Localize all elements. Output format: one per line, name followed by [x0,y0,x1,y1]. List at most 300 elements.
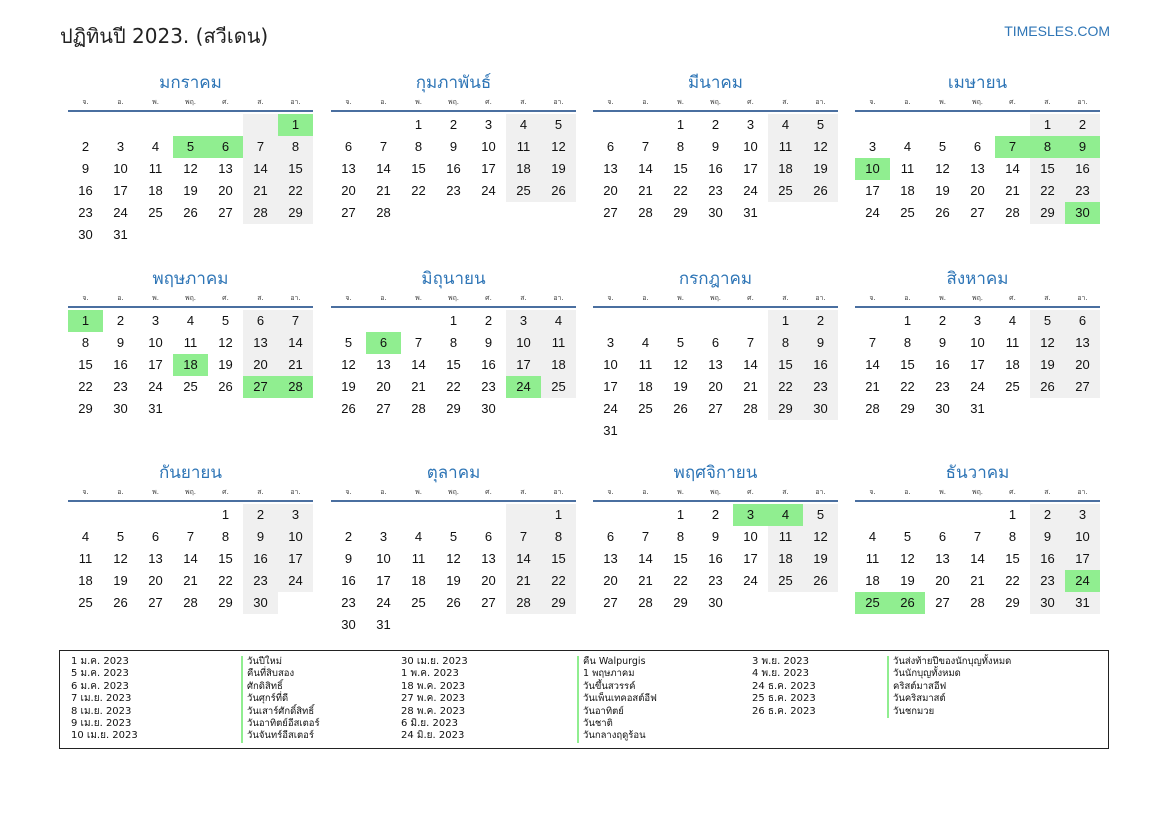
day-cell: 13 [1065,332,1100,354]
day-cell: 29 [768,398,803,420]
holiday-name: วันชกมวย [887,706,934,718]
holiday-name: วันส่งท้ายปีของนักบุญทั้งหมด [887,656,1011,668]
day-grid [331,504,576,636]
holiday-name: วันคริสมาสต์ [887,693,946,705]
empty-cell [925,504,960,526]
holiday-date: 28 พ.ค. 2023 [401,705,466,717]
day-cell: 1 [903,313,912,328]
day-cell: 22 [218,573,233,588]
day-cell: 1 [676,507,685,522]
day-cell: 31 [113,227,128,242]
weekday-label: อ. [904,294,911,302]
day-cell: 26 [446,595,461,610]
day-cell: 11 [768,526,803,548]
day-cell: 15 [1030,158,1065,180]
holiday-date: 9 เม.ย. 2023 [71,717,132,729]
day-cell: 13 [376,357,391,372]
weekday-label: อา. [815,294,826,302]
day-cell: 15 [446,357,461,372]
month-name: มิถุนายน [421,269,486,289]
weekday-header [68,486,313,502]
day-cell: 16 [341,573,356,588]
day-cell: 3 [746,117,755,132]
holiday-day-cell: 1 [68,310,103,332]
day-cell: 27 [341,205,356,220]
day-cell: 15 [411,161,426,176]
weekday-label: ส. [782,294,789,302]
day-cell: 8 [221,529,230,544]
weekday-label: พฤ. [709,98,722,106]
day-cell: 19 [113,573,128,588]
weekday-header [68,292,313,308]
day-cell: 27 [970,205,985,220]
month-block [593,266,838,442]
month-name: เมษายน [947,73,1008,93]
weekday-header [331,292,576,308]
weekday-label: อา. [815,98,826,106]
weekday-label: พฤ. [447,488,460,496]
day-cell: 21 [1005,183,1020,198]
weekday-label: อ. [380,98,387,106]
day-cell: 21 [743,379,758,394]
day-cell: 11 [865,551,880,566]
day-cell: 28 [183,595,198,610]
day-cell: 16 [803,354,838,376]
day-cell: 17 [603,379,618,394]
day-cell: 29 [673,205,688,220]
day-cell: 14 [278,332,313,354]
day-grid [68,504,313,614]
month-block [68,266,313,420]
weekday-label: อา. [1077,488,1088,496]
day-cell: 2 [1065,114,1100,136]
day-cell: 25 [900,205,915,220]
day-cell: 25 [148,205,163,220]
day-cell: 28 [638,595,653,610]
day-cell: 6 [484,529,493,544]
day-cell: 29 [541,592,576,614]
day-cell: 27 [603,205,618,220]
weekday-label: อ. [642,488,649,496]
holiday-date: 6 ม.ค. 2023 [71,680,129,692]
weekday-label: จ. [345,294,352,302]
day-cell: 16 [113,357,128,372]
day-cell: 1 [414,117,423,132]
weekday-label: ส. [1044,488,1051,496]
day-cell: 13 [218,161,233,176]
day-cell: 5 [449,529,458,544]
holiday-name: วันเพ็นเทคอสต์อีฟ [577,693,657,705]
day-cell: 9 [711,139,720,154]
day-cell: 13 [603,551,618,566]
page-title: ปฏิทินปี 2023. (สวีเดน) [60,24,269,48]
empty-cell [138,114,173,136]
weekday-label: จ. [869,98,876,106]
day-cell: 25 [183,379,198,394]
weekday-header [331,486,576,502]
day-cell: 13 [481,551,496,566]
day-cell: 29 [1030,202,1065,224]
day-cell: 18 [865,573,880,588]
day-cell: 3 [379,529,388,544]
day-cell: 3 [973,313,982,328]
day-cell: 3 [278,504,313,526]
day-grid [68,114,313,246]
day-cell: 21 [970,573,985,588]
weekday-label: ศ. [222,488,229,496]
weekday-header [855,292,1100,308]
day-cell: 14 [638,161,653,176]
empty-cell [331,310,366,332]
day-cell: 22 [278,180,313,202]
day-cell: 19 [183,183,198,198]
day-cell: 26 [803,570,838,592]
weekday-header [331,96,576,112]
day-cell: 5 [938,139,947,154]
day-cell: 8 [414,139,423,154]
weekday-label: พฤ. [447,294,460,302]
day-cell: 4 [868,529,877,544]
empty-cell [366,504,401,526]
day-cell: 2 [449,117,458,132]
weekday-label: อ. [117,98,124,106]
month-name: สิงหาคม [946,269,1009,289]
weekday-label: ส. [257,488,264,496]
month-block [855,70,1100,224]
day-cell: 4 [186,313,195,328]
day-cell: 18 [1005,357,1020,372]
day-cell: 17 [970,357,985,372]
weekday-header [593,486,838,502]
day-cell: 10 [376,551,391,566]
day-cell: 16 [708,551,723,566]
empty-cell [698,310,733,332]
empty-cell [68,114,103,136]
weekday-label: ส. [257,98,264,106]
day-cell: 28 [411,401,426,416]
day-cell: 21 [411,379,426,394]
day-cell: 18 [768,548,803,570]
weekday-label: อ. [380,294,387,302]
weekday-label: พ. [415,294,422,302]
weekday-header [68,96,313,112]
month-name: กุมภาพันธ์ [415,73,492,93]
weekday-label: ส. [782,98,789,106]
day-cell: 11 [1005,335,1020,350]
day-cell: 12 [341,357,356,372]
day-cell: 4 [151,139,160,154]
day-cell: 9 [484,335,493,350]
day-cell: 14 [1005,161,1020,176]
day-cell: 3 [116,139,125,154]
day-cell: 16 [481,357,496,372]
day-cell: 2 [711,507,720,522]
day-cell: 12 [446,551,461,566]
weekday-label: จ. [82,488,89,496]
day-cell: 3 [1065,504,1100,526]
day-cell: 18 [900,183,915,198]
day-cell: 31 [1065,592,1100,614]
day-cell: 4 [641,335,650,350]
day-cell: 2 [344,529,353,544]
day-cell: 28 [376,205,391,220]
day-cell: 20 [935,573,950,588]
day-cell: 6 [711,335,720,350]
day-cell: 9 [344,551,353,566]
day-cell: 24 [743,183,758,198]
day-cell: 30 [935,401,950,416]
day-cell: 8 [768,332,803,354]
day-cell: 20 [218,183,233,198]
day-cell: 9 [449,139,458,154]
holiday-date: 4 พ.ย. 2023 [752,668,809,680]
day-cell: 19 [218,357,233,372]
day-cell: 10 [506,332,541,354]
empty-cell [208,114,243,136]
empty-cell [506,504,541,526]
day-cell: 8 [449,335,458,350]
holiday-day-cell: 7 [995,136,1030,158]
day-cell: 16 [1030,548,1065,570]
weekday-label: อา. [290,98,301,106]
day-cell: 16 [1065,158,1100,180]
day-cell: 30 [803,398,838,420]
empty-cell [855,504,890,526]
day-cell: 7 [746,335,755,350]
weekday-label: พ. [152,294,159,302]
day-cell: 9 [81,161,90,176]
day-cell: 6 [151,529,160,544]
day-cell: 15 [218,551,233,566]
day-cell: 7 [414,335,423,350]
day-cell: 11 [541,332,576,354]
day-cell: 9 [803,332,838,354]
weekday-label: พ. [152,488,159,496]
weekday-label: อา. [290,488,301,496]
month-block [593,460,838,614]
day-cell: 12 [183,161,198,176]
day-cell: 8 [541,526,576,548]
day-cell: 3 [151,313,160,328]
day-cell: 31 [743,205,758,220]
holiday-name: วันชาติ [577,718,613,730]
day-cell: 25 [638,401,653,416]
weekday-label: อ. [904,488,911,496]
holiday-date: 6 มิ.ย. 2023 [401,717,458,729]
weekday-header [855,96,1100,112]
day-cell: 27 [481,595,496,610]
weekday-header [855,486,1100,502]
day-cell: 19 [803,158,838,180]
day-cell: 30 [708,595,723,610]
weekday-label: พฤ. [971,294,984,302]
day-cell: 12 [1030,332,1065,354]
day-cell: 22 [1030,180,1065,202]
day-cell: 5 [676,335,685,350]
day-cell: 23 [1030,570,1065,592]
day-cell: 18 [78,573,93,588]
holiday-day-cell: 4 [768,504,803,526]
holiday-name: วันขึ้นสวรรค์ [577,681,636,693]
month-name: กันยายน [158,463,222,483]
holiday-date: 10 เม.ย. 2023 [71,730,138,742]
day-cell: 23 [243,570,278,592]
weekday-label: ส. [520,294,527,302]
day-cell: 29 [218,595,233,610]
day-cell: 7 [868,335,877,350]
day-cell: 13 [243,332,278,354]
weekday-label: ส. [1044,98,1051,106]
weekday-label: พ. [677,294,684,302]
day-cell: 8 [903,335,912,350]
day-cell: 9 [711,529,720,544]
day-cell: 26 [218,379,233,394]
day-cell: 10 [278,526,313,548]
month-name: มกราคม [159,73,222,93]
day-cell: 20 [481,573,496,588]
day-cell: 21 [243,180,278,202]
weekday-label: ศ. [1009,294,1016,302]
weekday-label: อ. [117,488,124,496]
day-cell: 1 [1008,507,1017,522]
day-cell: 22 [673,573,688,588]
month-name: พฤศจิกายน [673,463,758,483]
holiday-name: วันอาทิตย์อีสเตอร์ [241,718,320,730]
empty-cell [593,114,628,136]
day-cell: 13 [935,551,950,566]
holiday-name: คืนที่สิบสอง [241,668,294,680]
empty-cell [173,114,208,136]
day-cell: 30 [243,592,278,614]
day-cell: 12 [935,161,950,176]
day-grid [855,504,1100,614]
weekday-label: อา. [815,488,826,496]
month-block [68,70,313,246]
day-cell: 12 [803,526,838,548]
day-cell: 11 [183,335,198,350]
empty-cell [103,114,138,136]
day-cell: 30 [708,205,723,220]
holiday-day-cell: 25 [855,592,890,614]
empty-cell [366,310,401,332]
day-cell: 17 [743,161,758,176]
day-cell: 21 [183,573,198,588]
day-cell: 19 [935,183,950,198]
day-cell: 6 [973,139,982,154]
day-cell: 1 [541,504,576,526]
day-cell: 13 [341,161,356,176]
weekday-label: จ. [869,294,876,302]
day-cell: 10 [743,139,758,154]
day-cell: 23 [803,376,838,398]
day-cell: 9 [116,335,125,350]
weekday-label: ศ. [222,98,229,106]
day-cell: 5 [541,114,576,136]
day-cell: 13 [708,357,723,372]
day-cell: 27 [1065,376,1100,398]
weekday-label: พฤ. [709,294,722,302]
day-cell: 1 [449,313,458,328]
holiday-name: ศักดิสิทธิ์ [241,681,283,693]
day-cell: 20 [970,183,985,198]
holiday-name: 1 พฤษภาคม [577,668,635,680]
month-name: ธันวาคม [945,463,1010,483]
day-cell: 5 [803,504,838,526]
day-cell: 21 [506,570,541,592]
day-cell: 22 [1005,573,1020,588]
weekday-label: ศ. [485,294,492,302]
day-cell: 18 [638,379,653,394]
day-cell: 28 [243,202,278,224]
day-cell: 2 [1030,504,1065,526]
empty-cell [733,310,768,332]
month-name: มีนาคม [688,73,743,93]
day-cell: 28 [865,401,880,416]
day-cell: 17 [506,354,541,376]
day-cell: 4 [768,114,803,136]
day-grid [593,310,838,442]
day-cell: 10 [1065,526,1100,548]
holiday-name: คืน Walpurgis [577,656,646,668]
empty-cell [593,504,628,526]
site-link[interactable]: TIMESLES.COM [1004,23,1110,39]
holiday-date: 24 ธ.ค. 2023 [752,680,816,692]
day-cell: 10 [148,335,163,350]
holiday-day-cell: 3 [733,504,768,526]
day-cell: 14 [970,551,985,566]
day-cell: 17 [376,573,391,588]
day-cell: 15 [1005,551,1020,566]
month-block [331,266,576,420]
month-block [331,70,576,224]
day-cell: 8 [278,136,313,158]
weekday-label: ส. [782,488,789,496]
empty-cell [855,310,890,332]
day-cell: 4 [1008,313,1017,328]
weekday-label: อ. [642,98,649,106]
day-cell: 18 [768,158,803,180]
day-cell: 3 [868,139,877,154]
weekday-label: จ. [345,98,352,106]
day-grid [593,504,838,614]
day-cell: 27 [148,595,163,610]
day-cell: 14 [506,548,541,570]
day-cell: 22 [900,379,915,394]
day-cell: 29 [900,401,915,416]
weekday-label: อ. [117,294,124,302]
day-cell: 15 [673,161,688,176]
day-cell: 17 [743,551,758,566]
empty-cell [960,114,995,136]
day-cell: 14 [638,551,653,566]
day-cell: 20 [376,379,391,394]
holiday-date: 24 มิ.ย. 2023 [401,730,465,742]
weekday-label: ศ. [1009,98,1016,106]
day-cell: 5 [221,313,230,328]
day-cell: 31 [603,423,618,438]
empty-cell [401,504,436,526]
day-grid [855,310,1100,420]
day-cell: 30 [341,617,356,632]
weekday-label: อา. [553,98,564,106]
holiday-day-cell: 1 [278,114,313,136]
holiday-name: วันศุกร์ที่ดี [241,693,288,705]
day-cell: 7 [641,139,650,154]
weekday-label: อา. [553,294,564,302]
day-cell: 28 [1005,205,1020,220]
holiday-day-cell: 6 [208,136,243,158]
day-cell: 24 [743,573,758,588]
